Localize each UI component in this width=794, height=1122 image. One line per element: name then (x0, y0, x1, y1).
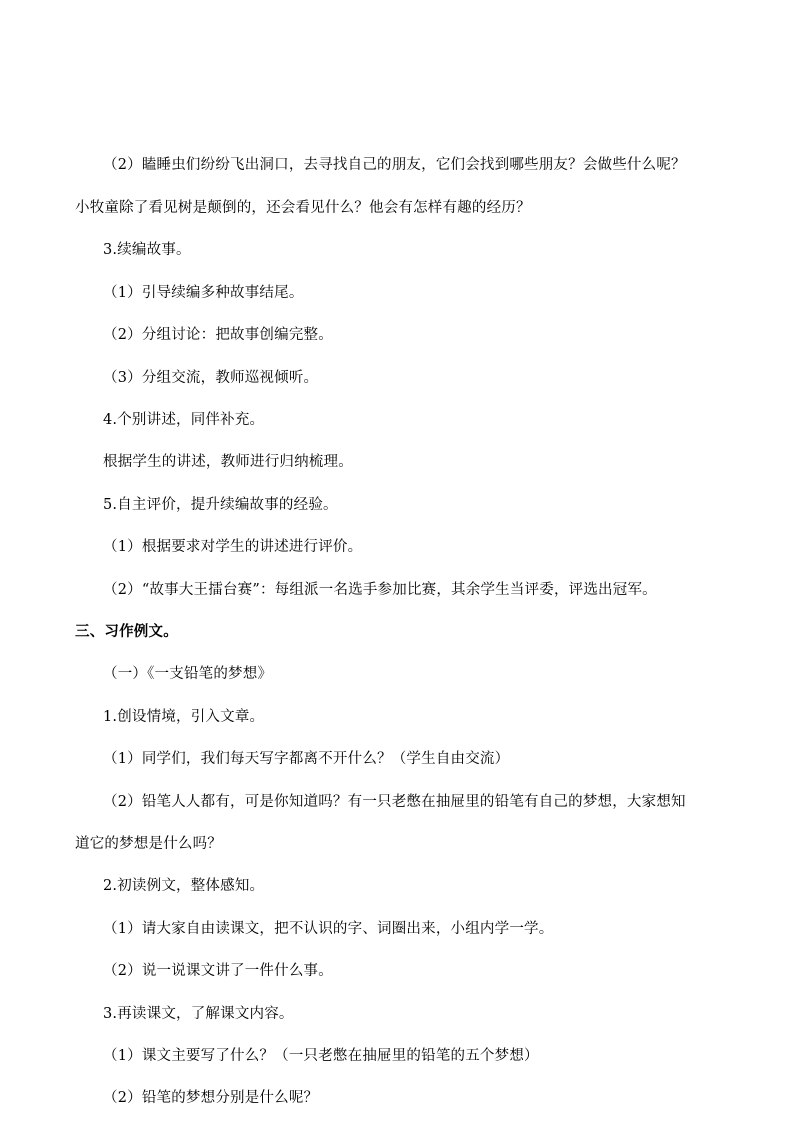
paragraph-line: （1）根据要求对学生的讲述进行评价。 (103, 539, 363, 555)
paragraph-line: 根据学生的讲述，教师进行归纳梳理。 (103, 454, 353, 470)
subsection-title: （一）《一支铅笔的梦想》 (103, 666, 273, 682)
paragraph-line: 3.再读课文，了解课文内容。 (103, 1006, 294, 1022)
paragraph-line: （2）瞌睡虫们纷纷飞出洞口，去寻找自己的朋友，它们会找到哪些朋友？会做些什么呢？ (103, 157, 686, 173)
paragraph-line: 4.个别讲述，同伴补充。 (103, 412, 265, 428)
paragraph-line: 3.续编故事。 (103, 242, 191, 258)
paragraph-line: （2）分组讨论：把故事创编完整。 (103, 327, 333, 343)
paragraph-line: （1）同学们，我们每天写字都离不开什么？（学生自由交流） (103, 751, 510, 767)
paragraph-line: 道它的梦想是什么吗？ (75, 836, 222, 852)
paragraph-line: 5.自主评价，提升续编故事的经验。 (103, 497, 338, 513)
paragraph-line: （1）引导续编多种故事结尾。 (103, 285, 304, 301)
paragraph-line: 2.初读例文，整体感知。 (103, 878, 265, 894)
paragraph-line: （2）“故事大王擂台赛”：每组派一名选手参加比赛，其余学生当评委，评选出冠军。 (103, 582, 657, 598)
paragraph-line: （3）分组交流，教师巡视倾听。 (103, 370, 319, 386)
paragraph-line: （2）铅笔的梦想分别是什么呢？ (103, 1090, 319, 1106)
section-heading: 三、习作例文。 (75, 624, 178, 640)
paragraph-line: （2）说一说课文讲了一件什么事。 (103, 963, 333, 979)
paragraph-line: 1.创设情境，引入文章。 (103, 709, 265, 725)
paragraph-line: （2）铅笔人人都有，可是你知道吗？有一只老憋在抽屉里的铅笔有自己的梦想，大家想知 (103, 794, 686, 810)
paragraph-line: （1）课文主要写了什么？（一只老憋在抽屉里的铅笔的五个梦想） (103, 1048, 539, 1064)
paragraph-line: （1）请大家自由读课文，把不认识的字、词圈出来，小组内学一学。 (103, 921, 554, 937)
paragraph-line: 小牧童除了看见树是颠倒的，还会看见什么？他会有怎样有趣的经历？ (75, 200, 531, 216)
